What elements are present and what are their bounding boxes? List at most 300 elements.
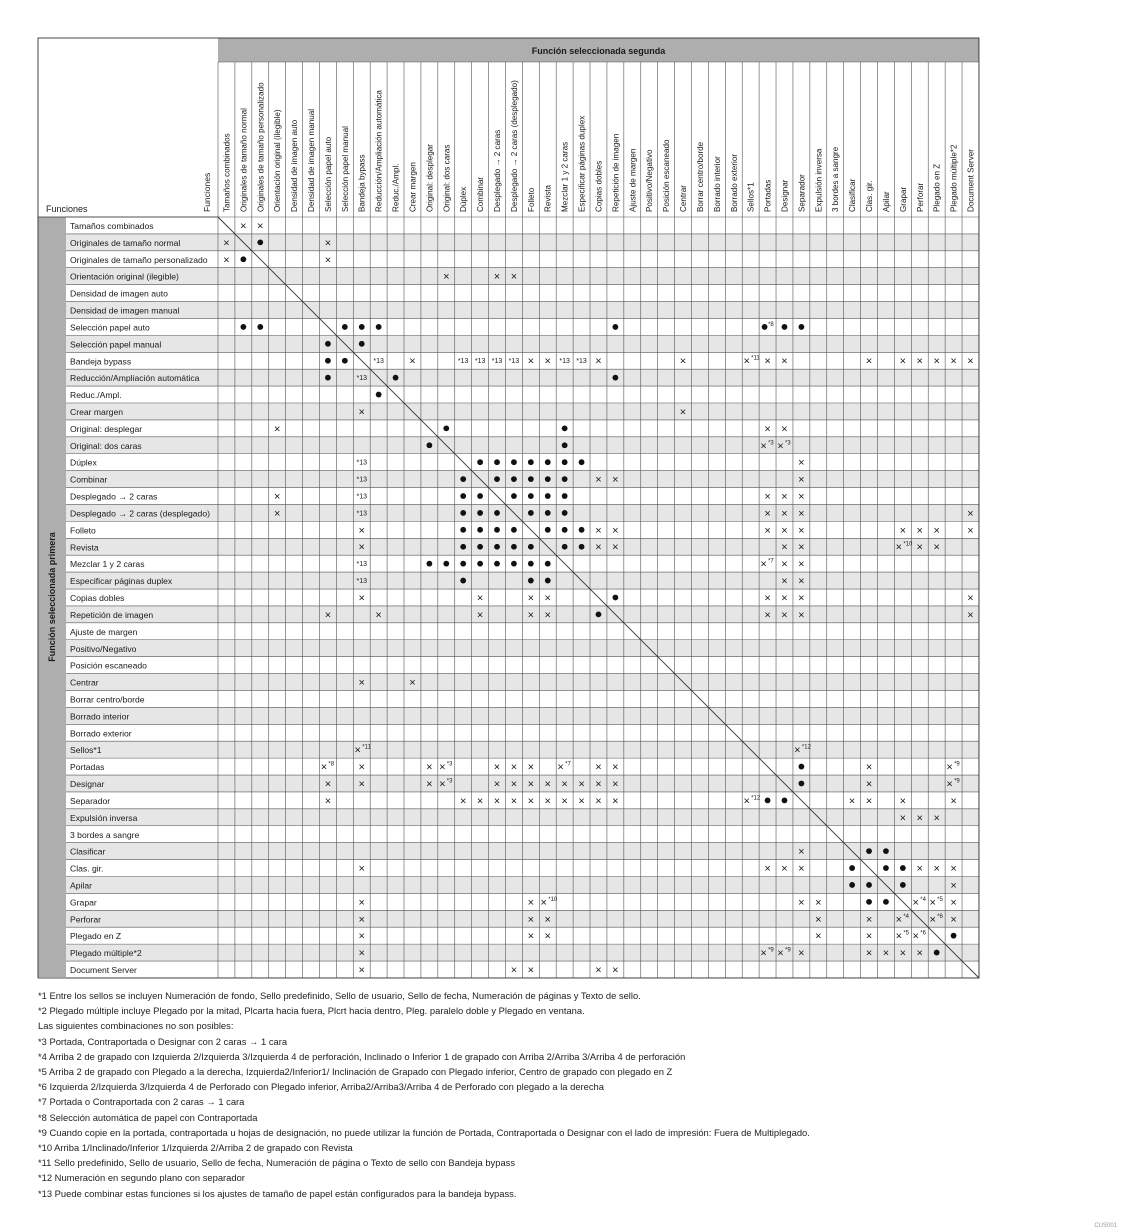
compat-dot	[528, 561, 534, 567]
compat-dot	[579, 544, 585, 550]
compat-note-ref: *9	[954, 761, 960, 768]
compat-note-ref: *10	[548, 896, 558, 903]
compat-dot	[562, 442, 568, 448]
column-header-label: Folleto	[526, 187, 536, 212]
compat-dot	[511, 527, 517, 533]
row-label: Expulsión inversa	[70, 812, 138, 823]
row-label: Borrar centro/borde	[70, 694, 145, 705]
footnote-line: *3 Portada, Contraportada o Designar con 2 caras → 1 cara	[38, 1035, 288, 1047]
compat-x: ×	[781, 609, 788, 622]
compat-x: ×	[510, 795, 518, 808]
column-header-label: Copias dobles	[594, 160, 604, 212]
compat-dot	[393, 375, 399, 381]
compat-dot	[528, 459, 534, 465]
row-label: Desplegado → 2 caras	[70, 491, 158, 502]
compat-x: ×	[544, 930, 551, 943]
compat-note-ref: *8	[768, 321, 774, 328]
compat-x: ×	[967, 524, 974, 537]
compat-dot	[545, 476, 551, 482]
compat-x: ×	[527, 355, 535, 368]
compat-x: ×	[865, 761, 873, 774]
compat-x: ×	[595, 541, 602, 554]
compat-dot	[494, 561, 500, 567]
compat-dot	[460, 493, 466, 499]
compat-dot	[798, 764, 804, 770]
compat-dot	[798, 781, 804, 787]
compat-x: ×	[358, 541, 365, 554]
compat-x: ×	[798, 474, 805, 487]
compat-x: ×	[967, 609, 974, 622]
compat-note-ref: *4	[920, 896, 926, 903]
compat-dot	[511, 561, 517, 567]
compat-x: ×	[967, 355, 974, 368]
compat-dot	[545, 510, 551, 516]
compat-x: ×	[439, 778, 446, 791]
column-header-label: Repetición de imagen	[611, 133, 621, 212]
compat-note-ref: *13	[356, 459, 367, 467]
row-label: Densidad de imagen manual	[70, 305, 180, 316]
compat-x: ×	[798, 896, 805, 909]
compat-x: ×	[493, 795, 501, 808]
compat-note-ref: *12	[751, 795, 761, 802]
compat-x: ×	[476, 592, 484, 605]
compat-x: ×	[510, 761, 518, 774]
row-label: Designar	[70, 779, 105, 790]
compat-x: ×	[950, 896, 957, 909]
compat-x: ×	[798, 592, 805, 605]
column-header-label: Posición escaneado	[662, 139, 672, 212]
compat-x: ×	[946, 761, 953, 774]
compat-x: ×	[929, 896, 936, 909]
compat-x: ×	[358, 947, 365, 960]
column-header-label: Separador	[797, 174, 807, 212]
compat-x: ×	[476, 609, 484, 622]
compat-dot	[477, 459, 483, 465]
compat-x: ×	[409, 677, 416, 690]
compat-dot	[443, 561, 449, 567]
compat-note-ref: *3	[446, 778, 453, 785]
compat-note-ref: *13	[356, 578, 367, 586]
compat-dot	[240, 324, 246, 330]
compat-note-ref: *10	[903, 541, 913, 548]
footnotes	[38, 988, 1098, 1201]
row-label: Positivo/Negativo	[70, 643, 137, 654]
footnote-line: *13 Puede combinar estas funciones si los ajustes de tamaño de papel están configurados para la bandeja bypass.	[38, 1187, 517, 1199]
column-header-label: Original: dos caras	[442, 144, 452, 212]
row-label: Sellos*1	[70, 745, 102, 756]
compat-dot	[494, 459, 500, 465]
compat-dot	[562, 544, 568, 550]
compat-x: ×	[595, 355, 602, 368]
diagonal-line	[218, 217, 979, 978]
row-label: Original: desplegar	[70, 423, 143, 434]
compat-x: ×	[527, 930, 535, 943]
compat-x: ×	[865, 795, 873, 808]
column-header-label: Selección papel auto	[323, 136, 333, 212]
footnote-line: *1 Entre los sellos se incluyen Numeración de fondo, Sello predefinido, Sello de usuario, Sello de fecha, Numeración de páginas y Texto de sello.	[38, 990, 641, 1001]
compat-note-ref: *6	[920, 930, 926, 937]
compat-dot	[426, 442, 432, 448]
compat-x: ×	[764, 609, 771, 622]
compat-note-ref: *4	[903, 913, 910, 920]
compat-x: ×	[899, 795, 907, 808]
compat-dot	[562, 476, 568, 482]
compat-dot	[376, 392, 382, 398]
column-header-label: Sellos*1	[746, 182, 756, 212]
compat-x: ×	[223, 254, 230, 267]
footnote-line: *2 Plegado múltiple incluye Plegado por la mitad, Plcarta hacia fuera, Plcrt hacia dentro, Pleg. paralelo doble y Plegado en ventana.	[38, 1005, 585, 1017]
compat-x: ×	[781, 507, 788, 520]
column-header-label: Clas. gir.	[865, 180, 875, 212]
corner-label-vertical: Funciones	[202, 172, 212, 212]
compat-dot	[460, 527, 466, 533]
compat-dot	[511, 476, 517, 482]
compat-dot	[545, 459, 551, 465]
column-header-label: Dúplex	[459, 186, 469, 212]
compat-x: ×	[777, 947, 784, 960]
compat-x: ×	[544, 778, 551, 791]
compat-x: ×	[595, 524, 602, 537]
compat-dot	[596, 611, 602, 617]
compat-dot	[934, 950, 940, 956]
compat-dot	[798, 324, 804, 330]
column-header-label: Revista	[543, 185, 553, 212]
compat-x: ×	[358, 964, 365, 977]
compat-x: ×	[777, 440, 784, 453]
compat-dot	[562, 425, 568, 431]
compat-dot	[325, 341, 331, 347]
compat-x: ×	[760, 947, 767, 960]
compat-x: ×	[950, 795, 957, 808]
compat-x: ×	[273, 507, 281, 520]
column-header-label: Mezclar 1 y 2 caras	[560, 141, 570, 212]
compat-dot	[460, 544, 466, 550]
column-header-label: Densidad de imagen auto	[290, 119, 300, 212]
compat-note-ref: *13	[508, 358, 520, 366]
compat-x: ×	[929, 913, 936, 926]
compat-x: ×	[743, 355, 750, 368]
compat-x: ×	[946, 778, 953, 791]
compat-x: ×	[510, 778, 518, 791]
compat-note-ref: *11	[751, 355, 760, 362]
compat-dot	[866, 848, 872, 854]
compat-dot	[528, 544, 534, 550]
compat-x: ×	[527, 609, 535, 622]
column-header-label: Plegado en Z	[932, 163, 942, 212]
compat-x: ×	[426, 778, 433, 791]
compat-x: ×	[257, 220, 264, 233]
row-label: Repetición de imagen	[70, 609, 154, 620]
compat-x: ×	[324, 795, 332, 808]
compat-x: ×	[916, 947, 923, 960]
compat-dot	[612, 324, 618, 330]
compat-x: ×	[273, 491, 281, 504]
column-header-label: Expulsión inversa	[814, 148, 824, 212]
compat-x: ×	[798, 846, 805, 859]
compat-x: ×	[815, 930, 822, 943]
compat-x: ×	[798, 947, 805, 960]
compat-note-ref: *3	[784, 440, 791, 447]
compat-x: ×	[324, 254, 332, 267]
compat-note-ref: *13	[576, 358, 587, 366]
row-label: Mezclar 1 y 2 caras	[70, 559, 145, 570]
compat-dot	[477, 510, 483, 516]
compat-x: ×	[358, 913, 365, 926]
compat-x: ×	[798, 524, 805, 537]
footnote-line: *6 Izquierda 2/Izquierda 3/Izquierda 4 de Perforado con Plegado inferior, Arriba2/Arriba3/Arriba 4 de Perforado con plegado a la derecha	[38, 1081, 604, 1093]
compat-x: ×	[798, 491, 805, 504]
compat-x: ×	[895, 930, 903, 943]
row-label: Crear margen	[70, 407, 124, 418]
column-header-label: Positivo/Negativo	[645, 149, 655, 212]
compat-dot	[460, 561, 466, 567]
footnote-line: *8 Selección automática de papel con Contraportada	[38, 1111, 258, 1123]
compat-x: ×	[595, 474, 602, 487]
compat-x: ×	[358, 677, 365, 690]
footnote-line: *9 Cuando copie en la portada, contraportada u hojas de designación, no puede utilizar la función de Portada, Contraportada o Designar con el lado de impresión: Fuera de Multiplegado.	[38, 1126, 810, 1138]
row-label: Copias dobles	[70, 593, 125, 604]
column-header-label: Desplegado → 2 caras (desplegado)	[509, 80, 519, 212]
compat-x: ×	[358, 406, 365, 419]
compat-dot	[545, 527, 551, 533]
compat-x: ×	[595, 795, 602, 808]
compat-dot	[545, 578, 551, 584]
footnote-line: *5 Arriba 2 de grapado con Plegado a la derecha, Izquierda2/Inferior1/ Inclinación de Grapado con Plegado inferior, Centro de grapado con plegado en Z	[38, 1066, 673, 1078]
compat-dot	[494, 527, 500, 533]
column-header-label: Clasificar	[848, 178, 858, 212]
compat-x: ×	[527, 896, 535, 909]
compat-x: ×	[578, 778, 585, 791]
compat-x: ×	[781, 355, 788, 368]
column-header-label: Borrar centro/borde	[695, 141, 705, 212]
compat-x: ×	[899, 355, 907, 368]
row-label: 3 bordes a sangre	[70, 829, 140, 840]
compat-x: ×	[544, 795, 551, 808]
compat-note-ref: *13	[356, 510, 367, 518]
compat-dot	[562, 527, 568, 533]
compat-dot	[562, 459, 568, 465]
row-label: Borrado exterior	[70, 728, 132, 739]
compat-x: ×	[764, 423, 771, 436]
compat-x: ×	[358, 761, 365, 774]
compat-x: ×	[540, 896, 547, 909]
compat-dot	[443, 425, 449, 431]
compat-dot	[342, 324, 348, 330]
compat-x: ×	[595, 964, 602, 977]
row-label: Selección papel auto	[70, 322, 150, 333]
column-header-label: Originales de tamaño personalizado	[256, 82, 266, 212]
row-label: Perforar	[70, 914, 102, 925]
compat-dot	[426, 561, 432, 567]
compat-x: ×	[798, 507, 805, 520]
compat-dot	[562, 510, 568, 516]
compat-x: ×	[595, 778, 602, 791]
compat-x: ×	[798, 863, 805, 876]
compat-dot	[494, 510, 500, 516]
row-label: Revista	[70, 542, 99, 553]
compat-x: ×	[933, 812, 940, 825]
compat-x: ×	[912, 930, 919, 943]
column-header-label: Crear margen	[408, 162, 418, 212]
row-label: Document Server	[70, 965, 137, 976]
compat-dot	[612, 375, 618, 381]
compat-x: ×	[933, 541, 940, 554]
compat-dot	[545, 561, 551, 567]
compat-x: ×	[950, 863, 957, 876]
compat-x: ×	[865, 930, 873, 943]
compat-note-ref: *3	[768, 440, 774, 447]
compat-dot	[528, 510, 534, 516]
compat-dot	[528, 578, 534, 584]
left-header-label: Función seleccionada primera	[47, 532, 57, 662]
row-label: Grapar	[70, 897, 97, 908]
compat-x: ×	[358, 863, 365, 876]
compat-x: ×	[950, 879, 957, 892]
column-header-label: Densidad de imagen manual	[307, 108, 317, 212]
compat-dot	[257, 324, 263, 330]
compat-x: ×	[439, 761, 446, 774]
column-header-label: Desplegado → 2 caras	[493, 129, 503, 212]
compat-x: ×	[743, 795, 750, 808]
compat-x: ×	[912, 896, 919, 909]
compat-note-ref: *5	[937, 896, 943, 903]
column-header-label: Centrar	[679, 185, 689, 212]
compat-x: ×	[764, 524, 771, 537]
compat-x: ×	[561, 795, 568, 808]
compat-x: ×	[527, 761, 535, 774]
column-header-label: Reduc./Ampl.	[391, 163, 401, 212]
column-header-label: Bandeja bypass	[357, 154, 367, 212]
compat-x: ×	[899, 812, 907, 825]
compat-x: ×	[578, 795, 585, 808]
compat-dot	[477, 544, 483, 550]
footnote-line: *11 Sello predefinido, Sello de usuario, Sello de fecha, Numeración de página o Texto de sello con Bandeja bypass	[38, 1157, 516, 1169]
row-label: Densidad de imagen auto	[70, 288, 168, 299]
compat-dot	[460, 476, 466, 482]
compat-x: ×	[320, 761, 328, 774]
compat-dot	[866, 882, 872, 888]
compat-x: ×	[760, 440, 767, 453]
compat-x: ×	[595, 761, 602, 774]
compat-x: ×	[764, 491, 771, 504]
top-header-label: Función seleccionada segunda	[531, 46, 666, 56]
compat-x: ×	[950, 355, 957, 368]
footnote-line: *7 Portada o Contraportada con 2 caras → 1 cara	[38, 1096, 245, 1108]
compat-note-ref: *13	[356, 493, 367, 501]
compat-x: ×	[324, 609, 332, 622]
compat-note-ref: *13	[356, 375, 367, 383]
footnote-line: *10 Arriba 1/Inclinado/Inferior 1/Izquierda 2/Arriba 2 de grapado con Revista	[38, 1142, 353, 1154]
footnote-line: *4 Arriba 2 de grapado con Izquierda 2/Izquierda 3/Izquierda 4 de perforación, Inclinado o Inferior 1 de grapado con Arriba 2/Arriba 3/Arriba 4 de perforación	[38, 1050, 686, 1062]
compat-dot	[325, 358, 331, 364]
row-label: Portadas	[70, 762, 105, 773]
compat-dot	[849, 865, 855, 871]
compat-x: ×	[916, 524, 923, 537]
compat-dot	[477, 527, 483, 533]
compat-x: ×	[781, 558, 788, 571]
column-header-label: Borrado interior	[712, 156, 722, 212]
compat-note-ref: *13	[491, 358, 503, 366]
compat-dot	[883, 848, 889, 854]
compat-x: ×	[324, 778, 332, 791]
compat-dot	[376, 324, 382, 330]
compat-x: ×	[544, 609, 551, 622]
column-header-label: Portadas	[763, 179, 773, 212]
compat-x: ×	[375, 609, 382, 622]
compat-x: ×	[950, 913, 957, 926]
column-header-label: Plegado múltiple*2	[949, 144, 959, 212]
compat-x: ×	[781, 541, 788, 554]
compat-x: ×	[865, 947, 873, 960]
compat-x: ×	[764, 592, 771, 605]
compat-x: ×	[612, 524, 619, 537]
compat-note-ref: *13	[356, 561, 367, 569]
row-label: Desplegado → 2 caras (desplegado)	[70, 508, 210, 519]
compat-note-ref: *9	[954, 778, 960, 785]
compat-dot	[545, 493, 551, 499]
compat-dot	[477, 561, 483, 567]
row-label: Dúplex	[70, 457, 97, 468]
compat-x: ×	[865, 355, 873, 368]
compat-note-ref: *13	[474, 358, 486, 366]
compat-x: ×	[557, 761, 564, 774]
corner-label: Funciones	[46, 204, 88, 214]
compat-x: ×	[493, 271, 501, 284]
compat-dot	[579, 527, 585, 533]
compat-x: ×	[764, 863, 771, 876]
row-label: Apilar	[70, 880, 92, 891]
column-header-label: Document Server	[966, 149, 976, 212]
compat-x: ×	[612, 964, 619, 977]
compat-x: ×	[764, 507, 771, 520]
compat-dot	[511, 544, 517, 550]
column-header-label: Original: desplegar	[425, 144, 435, 212]
compat-x: ×	[358, 778, 365, 791]
compat-x: ×	[544, 592, 551, 605]
compat-x: ×	[798, 541, 805, 554]
row-label: Reducción/Ampliación automática	[70, 373, 200, 384]
compat-note-ref: *13	[356, 476, 367, 484]
compat-x: ×	[967, 507, 974, 520]
compat-note-ref: *13	[373, 358, 384, 366]
column-header-label: Originales de tamaño normal	[239, 108, 249, 212]
row-label: Combinar	[70, 474, 108, 485]
compat-dot	[240, 256, 246, 262]
footnote-line: *12 Numeración en segundo plano con separador	[38, 1172, 245, 1184]
column-header-label: Especificar páginas duplex	[577, 115, 587, 212]
compat-x: ×	[493, 778, 501, 791]
compat-x: ×	[899, 947, 907, 960]
compat-dot	[460, 578, 466, 584]
compat-x: ×	[527, 795, 535, 808]
compat-dot	[477, 493, 483, 499]
compat-x: ×	[510, 271, 518, 284]
column-header-label: Combinar	[476, 176, 486, 212]
compat-x: ×	[815, 896, 822, 909]
compat-note-ref: *7	[768, 558, 774, 565]
row-label: Clas. gir.	[70, 863, 104, 874]
compat-x: ×	[899, 524, 907, 537]
compat-x: ×	[679, 355, 687, 368]
compat-x: ×	[612, 541, 619, 554]
compat-x: ×	[612, 795, 619, 808]
compat-x: ×	[760, 558, 767, 571]
compat-dot	[359, 324, 365, 330]
column-header-label: 3 bordes a sangre	[831, 146, 841, 212]
row-label: Ajuste de margen	[70, 626, 138, 637]
compat-x: ×	[798, 457, 805, 470]
compat-x: ×	[895, 913, 903, 926]
